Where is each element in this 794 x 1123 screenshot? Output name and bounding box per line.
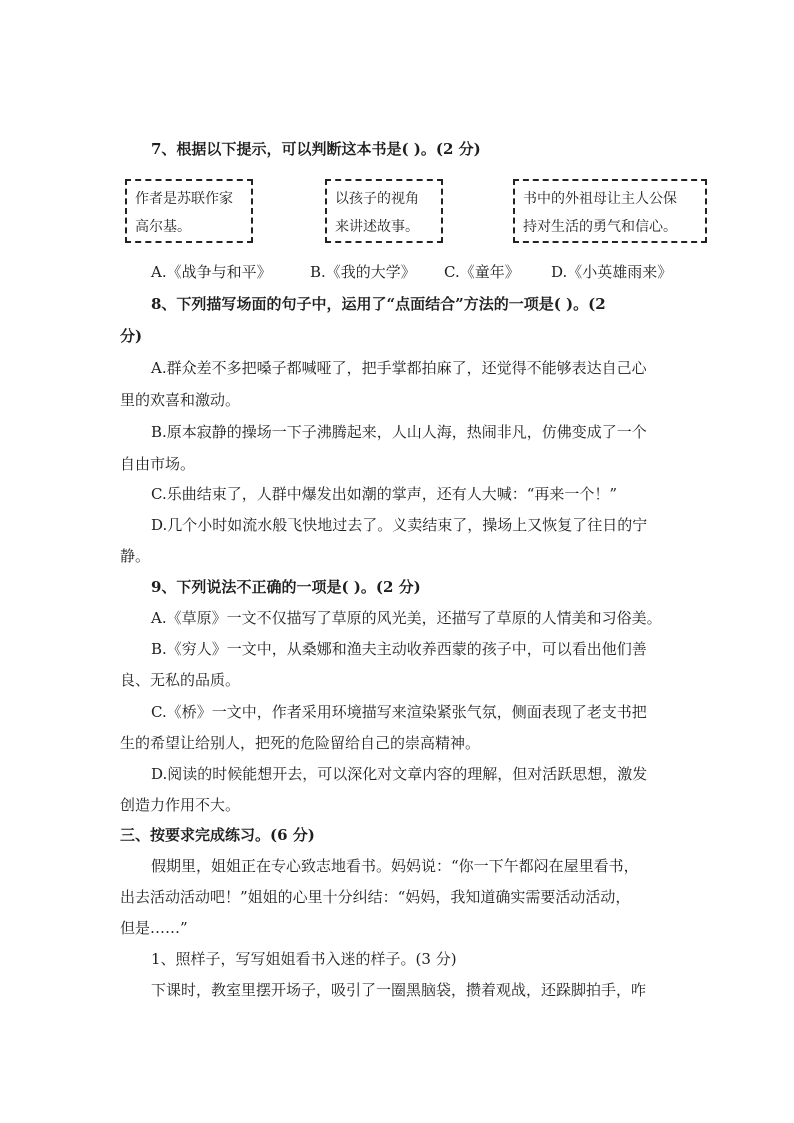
question-7-title: 7、根据以下提示，可以判断这本书是( )。(2 分) — [151, 140, 481, 158]
option-d[interactable]: D.《小英雄雨来》 — [551, 263, 673, 281]
section-3-title: 三、按要求完成练习。(6 分) — [120, 826, 315, 844]
subquestion-1-title: 1、照样子，写写姐姐看书入迷的样子。(3 分) — [151, 950, 457, 968]
hint-line: 高尔基。 — [135, 219, 191, 235]
passage-line: 但是……” — [120, 919, 188, 937]
hint-line: 书中的外祖母让主人公保 — [523, 191, 677, 207]
question-8-title-cont: 分) — [120, 327, 143, 345]
q9-option-d-cont: 创造力作用不大。 — [120, 796, 241, 814]
hint-line: 来讲述故事。 — [335, 219, 419, 235]
q9-option-d: D.阅读的时候能想开去，可以深化对文章内容的理解，但对活跃思想，激发 — [151, 765, 648, 783]
q8-option-d-cont: 静。 — [120, 547, 151, 565]
option-c[interactable]: C.《童年》 — [444, 263, 520, 281]
passage-line: 假期里，姐姐正在专心致志地看书。妈妈说：“你一下午都闷在屋里看书， — [151, 857, 639, 875]
question-9-title: 9、下列说法不正确的一项是( )。(2 分) — [151, 578, 421, 596]
q9-option-b-cont: 良、无私的品质。 — [120, 671, 241, 689]
option-b[interactable]: B.《我的大学》 — [310, 263, 416, 281]
hint-line: 以孩子的视角 — [335, 191, 419, 207]
q8-option-d: D.几个小时如流水般飞快地过去了。义卖结束了，操场上又恢复了往日的宁 — [151, 516, 648, 534]
hint-line: 持对生活的勇气和信心。 — [523, 219, 677, 235]
hint-line: 作者是苏联作家 — [135, 191, 233, 207]
q8-option-b-cont: 自由市场。 — [120, 455, 196, 473]
q8-option-a-cont: 里的欢喜和激动。 — [120, 391, 241, 409]
example-sentence: 下课时，教室里摆开场子，吸引了一圈黑脑袋，攒着观战，还跺脚拍手，咋 — [151, 981, 647, 999]
question-8-title: 8、下列描写场面的句子中，运用了“点面结合”方法的一项是( )。(2 — [151, 295, 606, 313]
option-a[interactable]: A.《战争与和平》 — [151, 263, 272, 281]
hint-box-perspective — [325, 179, 443, 243]
q9-option-b: B.《穷人》一文中，从桑娜和渔夫主动收养西蒙的孩子中，可以看出他们善 — [151, 640, 647, 658]
q9-option-a: A.《草原》一文不仅描写了草原的风光美，还描写了草原的人情美和习俗美。 — [151, 609, 662, 627]
hint-box-grandmother — [513, 179, 707, 243]
q9-option-c: C.《桥》一文中，作者采用环境描写来渲染紧张气氛，侧面表现了老支书把 — [151, 703, 647, 721]
q8-option-a: A.群众差不多把嗓子都喊哑了，把手掌都拍麻了，还觉得不能够表达自己心 — [151, 359, 647, 377]
passage-line: 出去活动活动吧！”姐姐的心里十分纠结：“妈妈，我知道确实需要活动活动， — [120, 888, 631, 906]
q8-option-b: B.原本寂静的操场一下子沸腾起来，人山人海，热闹非凡，仿佛变成了一个 — [151, 423, 647, 441]
hint-box-author — [125, 179, 253, 243]
q8-option-c: C.乐曲结束了，人群中爆发出如潮的掌声，还有人大喊：“再来一个！” — [151, 485, 618, 503]
q9-option-c-cont: 生的希望让给别人，把死的危险留给自己的崇高精神。 — [120, 734, 481, 752]
